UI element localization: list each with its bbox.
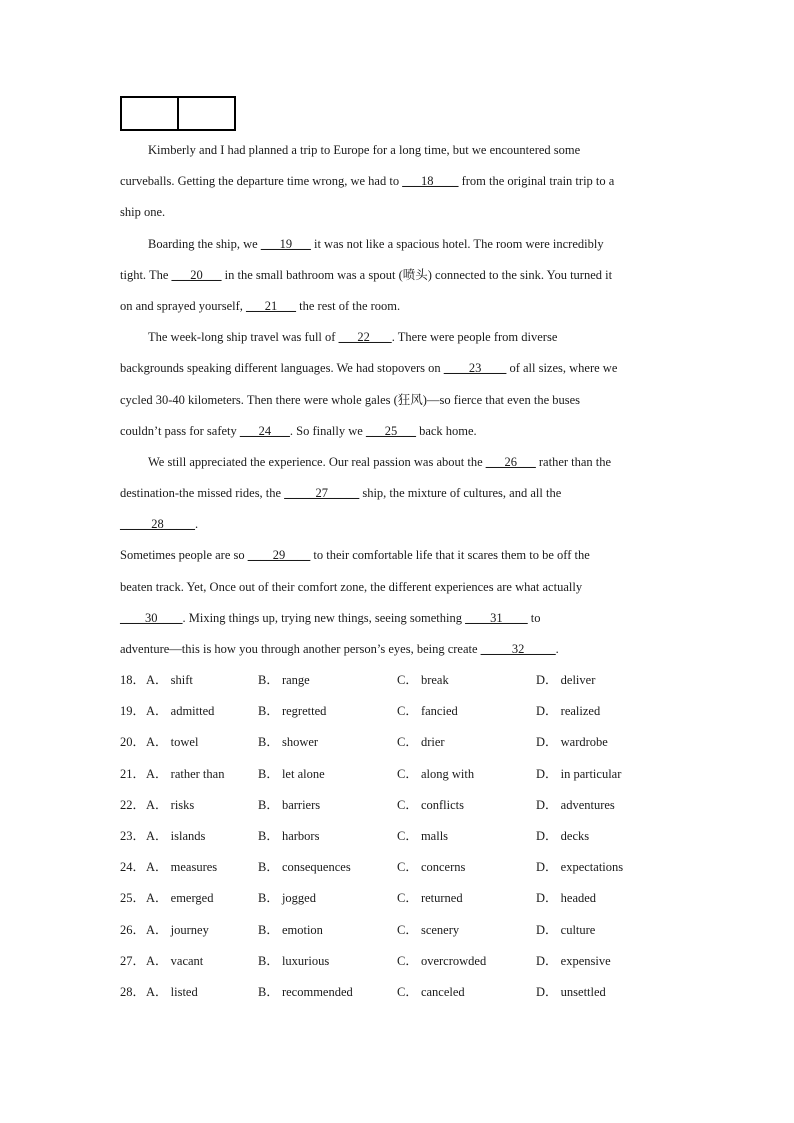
passage-line — [120, 262, 676, 293]
option-d[interactable] — [536, 979, 606, 1005]
passage-line — [120, 199, 676, 230]
answer-blank[interactable]: _____32_____ — [480, 642, 556, 656]
option-text: B． let alone — [258, 766, 325, 781]
question-number: 20． — [120, 735, 146, 750]
option-text: D． adventures — [536, 797, 615, 812]
option-text: A． shift — [146, 673, 193, 687]
passage-line — [120, 355, 676, 386]
passage-line — [120, 636, 676, 667]
option-d[interactable] — [536, 948, 611, 974]
option-d[interactable] — [536, 854, 623, 880]
passage-text: We still appreciated the experience. Our real passion was about the — [148, 454, 486, 469]
passage-line — [120, 511, 676, 542]
passage-text: . — [555, 642, 559, 656]
option-b[interactable] — [258, 948, 329, 974]
answer-blank[interactable]: ____29____ — [247, 548, 311, 563]
score-box-cell-right — [177, 98, 234, 129]
passage-text: to their comfortable life that it scares them to be off the — [310, 548, 590, 563]
passage-line — [120, 168, 676, 199]
option-text: C． break — [397, 673, 449, 687]
answer-blank[interactable]: ____31____ — [465, 610, 528, 625]
passage-text: to — [527, 610, 541, 625]
passage-text: tight. The — [120, 267, 172, 282]
option-text: A． rather than — [146, 766, 225, 781]
option-b[interactable] — [258, 885, 316, 911]
answer-blank[interactable]: ___21___ — [246, 298, 297, 313]
option-text: D． decks — [536, 828, 590, 843]
option-d[interactable] — [536, 917, 595, 943]
option-text: A． towel — [146, 735, 199, 750]
question-row — [120, 885, 680, 916]
question-number: 25． — [120, 891, 146, 906]
answer-blank[interactable]: ___19___ — [260, 236, 311, 251]
question-row — [120, 854, 680, 885]
option-text: D． deliver — [536, 673, 596, 687]
passage-text: the rest of the room. — [296, 298, 401, 313]
passage-line — [120, 418, 676, 449]
option-text: C． malls — [397, 828, 449, 843]
option-a[interactable] — [120, 979, 198, 1005]
option-text: B． emotion — [258, 922, 323, 937]
answer-blank[interactable]: ___24___ — [239, 423, 290, 438]
passage-text: . So finally we — [289, 423, 366, 438]
option-text: A． risks — [146, 797, 195, 812]
option-c[interactable] — [397, 729, 445, 755]
option-d[interactable] — [536, 885, 596, 911]
option-text: B． harbors — [258, 828, 320, 843]
option-text: A． journey — [146, 922, 209, 937]
passage-line — [120, 293, 676, 324]
passage-text: curveballs. Getting the departure time wrong, we had to — [120, 174, 403, 189]
option-b[interactable] — [258, 729, 318, 755]
option-text: A． vacant — [146, 953, 204, 968]
passage-line — [120, 542, 676, 573]
passage-text: beaten track. Yet, Once out of their comfort zone, the different experiences are what actually — [120, 579, 583, 594]
question-row — [120, 979, 680, 1010]
option-text: C． returned — [397, 891, 463, 906]
question-number: 19． — [120, 704, 146, 719]
option-b[interactable] — [258, 823, 319, 849]
option-a[interactable] — [120, 761, 224, 787]
option-c[interactable] — [397, 667, 449, 693]
passage-line — [120, 231, 676, 262]
passage-line — [120, 605, 676, 636]
option-text: A． listed — [146, 984, 198, 999]
passage-text: of all sizes, where we — [506, 361, 618, 376]
option-text: D． in particular — [536, 766, 622, 781]
answer-blank[interactable]: ____23____ — [443, 361, 507, 376]
option-c[interactable] — [397, 823, 448, 849]
score-box — [120, 96, 236, 131]
option-text: B． regretted — [258, 704, 327, 719]
option-text: C． scenery — [397, 922, 460, 937]
option-text: D． realized — [536, 704, 601, 719]
option-a[interactable] — [120, 698, 214, 724]
answer-options — [120, 667, 680, 1010]
question-number: 26． — [120, 922, 146, 937]
option-b[interactable] — [258, 917, 323, 943]
option-text: C． canceled — [397, 984, 465, 999]
option-b[interactable] — [258, 761, 325, 787]
question-number: 21． — [120, 766, 146, 781]
question-row — [120, 729, 680, 760]
passage-line — [120, 137, 676, 168]
passage-text: ship one. — [120, 205, 166, 220]
passage-text: rather than the — [535, 454, 612, 469]
passage-text: on and sprayed yourself, — [120, 298, 247, 313]
answer-blank[interactable]: ___22___ — [338, 330, 392, 345]
answer-blank[interactable]: ___18____ — [402, 174, 459, 189]
option-text: C． concerns — [397, 860, 466, 875]
passage-line — [120, 480, 676, 511]
option-text: B． range — [258, 673, 310, 687]
option-text: D． wardrobe — [536, 735, 608, 750]
passage-text: . Mixing things up, trying new things, seeing something — [182, 610, 466, 625]
question-number: 24． — [120, 860, 146, 875]
question-number: 27． — [120, 953, 146, 968]
passage-text: it was not like a spacious hotel. The room were incredibly — [310, 236, 604, 251]
question-number: 23． — [120, 828, 146, 843]
option-a[interactable] — [120, 667, 193, 693]
option-text: B． shower — [258, 735, 319, 750]
option-text: A． measures — [146, 860, 218, 875]
option-text: C． overcrowded — [397, 953, 487, 968]
option-c[interactable] — [397, 854, 465, 880]
passage-text: destination-the missed rides, the — [120, 486, 285, 501]
option-text: D． expensive — [536, 953, 611, 968]
option-a[interactable] — [120, 917, 209, 943]
option-text: D． expectations — [536, 860, 624, 875]
passage-text: Boarding the ship, we — [148, 236, 261, 251]
passage-line — [120, 324, 676, 355]
option-text: A． admitted — [146, 704, 215, 719]
question-number: 28． — [120, 984, 146, 999]
passage-text: ship, the mixture of cultures, and all the — [359, 486, 562, 501]
passage-text: back home. — [415, 423, 477, 438]
option-c[interactable] — [397, 979, 465, 1005]
passage-text: . — [195, 517, 199, 532]
question-row — [120, 917, 680, 948]
option-b[interactable] — [258, 979, 353, 1005]
option-d[interactable] — [536, 792, 615, 818]
option-b[interactable] — [258, 854, 351, 880]
option-a[interactable] — [120, 792, 194, 818]
passage-line — [120, 449, 676, 480]
option-d[interactable] — [536, 823, 589, 849]
option-c[interactable] — [397, 885, 463, 911]
question-row — [120, 792, 680, 823]
option-text: B． recommended — [258, 984, 353, 999]
option-b[interactable] — [258, 667, 310, 693]
passage-line — [120, 387, 676, 418]
option-d[interactable] — [536, 667, 595, 693]
option-text: D． culture — [536, 922, 596, 937]
option-text: D． unsettled — [536, 984, 606, 999]
option-text: B． luxurious — [258, 953, 330, 968]
option-d[interactable] — [536, 729, 608, 755]
option-text: C． along with — [397, 766, 475, 781]
option-a[interactable] — [120, 729, 198, 755]
option-text: C． fancied — [397, 704, 458, 719]
option-c[interactable] — [397, 948, 486, 974]
option-c[interactable] — [397, 761, 474, 787]
option-c[interactable] — [397, 698, 458, 724]
option-a[interactable] — [120, 885, 213, 911]
option-c[interactable] — [397, 792, 464, 818]
passage-text: in the small bathroom was a spout (喷头) connected to the sink. You turned it — [221, 267, 613, 282]
option-c[interactable] — [397, 917, 459, 943]
option-a[interactable] — [120, 948, 203, 974]
option-d[interactable] — [536, 698, 600, 724]
passage-text: cycled 30-40 kilometers. Then there were whole gales (狂风)—so fierce that even the buses — [120, 392, 581, 407]
answer-blank[interactable]: _____28_____ — [120, 517, 195, 532]
question-row — [120, 823, 680, 854]
passage-text: backgrounds speaking different languages. We had stopovers on — [120, 361, 444, 376]
option-text: A． islands — [146, 828, 206, 843]
answer-blank[interactable]: ___20___ — [171, 267, 222, 282]
passage-text: Sometimes people are so — [120, 548, 248, 563]
option-text: A． emerged — [146, 891, 214, 906]
option-b[interactable] — [258, 698, 326, 724]
option-text: D． headed — [536, 891, 597, 906]
cloze-passage — [120, 137, 676, 667]
question-row — [120, 948, 680, 979]
option-text: C． drier — [397, 735, 445, 750]
option-d[interactable] — [536, 761, 621, 787]
option-text: C． conflicts — [397, 797, 465, 812]
option-text: B． jogged — [258, 891, 316, 906]
option-a[interactable] — [120, 823, 205, 849]
answer-blank[interactable]: _____27_____ — [284, 486, 360, 501]
answer-blank[interactable]: ___25___ — [365, 423, 416, 438]
passage-text: adventure—this is how you through another person’s eyes, being create — [120, 642, 481, 656]
passage-text: . There were people from diverse — [391, 330, 558, 345]
question-number: 18． — [120, 673, 146, 687]
answer-blank[interactable]: ___26___ — [485, 454, 536, 469]
passage-text: from the original train trip to a — [458, 174, 615, 189]
question-row — [120, 698, 680, 729]
question-row — [120, 667, 680, 698]
passage-text: The week-long ship travel was full of — [148, 330, 339, 345]
passage-text: Kimberly and I had planned a trip to Europe for a long time, but we encountered some — [148, 143, 581, 157]
passage-text: couldn’t pass for safety — [120, 423, 240, 438]
option-text: B． consequences — [258, 860, 351, 875]
option-a[interactable] — [120, 854, 217, 880]
score-box-cell-left — [122, 98, 177, 129]
question-row — [120, 761, 680, 792]
option-text: B． barriers — [258, 797, 321, 812]
question-number: 22． — [120, 797, 146, 812]
passage-line — [120, 574, 676, 605]
option-b[interactable] — [258, 792, 320, 818]
answer-blank[interactable]: ____30____ — [120, 610, 183, 625]
